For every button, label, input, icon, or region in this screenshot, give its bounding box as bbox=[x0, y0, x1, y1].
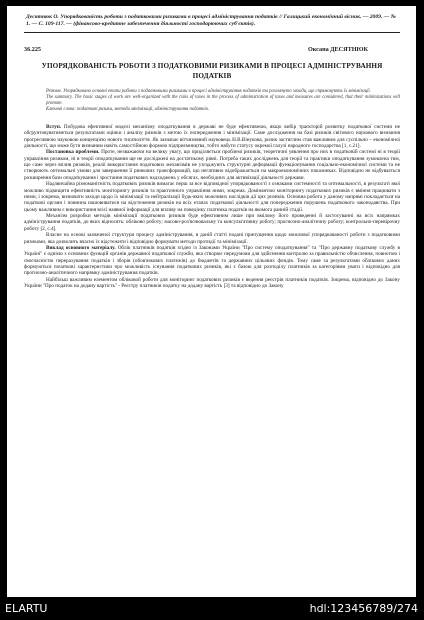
section-lead-main: Виклад основного матеріалу. bbox=[46, 244, 116, 251]
repository-name: ELARTU bbox=[5, 602, 48, 615]
meta-row bbox=[24, 46, 400, 53]
paragraph-3: Надзвичайна різноманітність податкових ризиків вимагає перш за все відповідної упорядкованості з ознаками системності та оптимальності, в результаті якої можливо підвищити ефективність моніторингу ризиків та практичного управління ними, зокрема. Домінантою моніторингу податкових ризиків є вміння працювати з ними, і зокрема, визначати заходи щодо їх мінімізації та нейтралізації будь-яких можливих наслідків дії цих ризиків. Основна робота у даному напрямі покладається на податкові органи і повинна нашовиватися на відстеження ризиків на всіх етапах податкової діяльності для попередження порушень податкового законодавства. При цьому важливим є використання всієї наявної інформації для впливу на поведінку платника податків на якомога ранній стадії. bbox=[24, 181, 400, 213]
section-lead-problem: Постановка проблеми. bbox=[46, 149, 100, 156]
abstract-en: The summary. The basic stages of work are well-organized with the risks of taxes in the process of administration of taxes and measures are considered, that their minimizations will promote. bbox=[46, 94, 400, 106]
paragraph-problem bbox=[24, 149, 400, 181]
abstract-uk: Резюме. Упорядковано основні етапи роботи з податковими ризиками в процесі адміністрування податків та розглянуто заходи, що спрямовують їх мінімізації. bbox=[46, 88, 371, 94]
citation-header: Десятнюк О. Упорядкованість роботи з податковими ризиками в процесі адміністрування податків // Галицький економічний вісник. — 2009. — № 1. — С. 109-117. — (фінансово-кредитне забезпечення діяльності господарюючих суб'єктів). bbox=[24, 12, 400, 33]
paragraph-text: Побудова ефективної моделі механізму оподаткування в державі не буде ефективною, якщо вибір траєкторій розвитку податкової системи не обгрунтовуватиметься результатами оцінки і аналізу ризиків з метою їх попередження і мінімізації. Саме дослідження на базі ризиків світового наукового визнання прогресивною науковою концепцією нового тисячоліття. Як зазначає вітчизняний науковець Н.В.Вінукова, ризик застиглим став важливим для суспільно – економічної діяльності, що може бути визнаним навіть самостійною формою підприємництва, тобто набути статусу окремої галузі народного господарства [1, с.21]. bbox=[24, 123, 400, 149]
document-page bbox=[7, 6, 416, 597]
paragraph-main bbox=[24, 245, 400, 277]
paragraph-7: Найбільш важливим елементом обліковой роботи для моніторинг податкових ризиків є ведення реєстрів платників податків. Зокрема, відповідно до Закону України "Про податок на додану вартість" - Реєстру платників податку на додану вартість [3] та відповідно до Закону bbox=[24, 276, 400, 290]
paragraph-5: Власне на основі зазначеної структури процесу адміністрування, в даній статті подані припущення щодо можливої упорядкованості роботи з податковими ризиками, яка дозволить вчасно їх відстежити і відповідно формувати методи протидії та мінімізації. bbox=[24, 232, 400, 245]
section-lead-intro: Вступ. bbox=[46, 123, 62, 130]
keywords: Ключові слова: податкові ризики, методи мінімізації, адміністрування податків. bbox=[46, 106, 209, 112]
handle-id[interactable]: hdl:123456789/274 bbox=[309, 602, 418, 615]
paragraph-4: Механізм розробки методів мінімізації податкових ризиків буде ефективним лише при вмілому його проведенні й застосуванні на всіх напрямках адміністрування податків, до яких відносять: обліково роботу; масово-роз'яснювальну та консультативну роботу; прогнозно-аналітичну роботу; контрольно-перевірочну роботу [2, с.4]. bbox=[24, 213, 400, 232]
author-name: Оксана ДЕСЯТНЮК bbox=[307, 46, 368, 54]
paragraph-intro bbox=[24, 124, 400, 150]
abstract bbox=[24, 89, 400, 113]
paragraph-text: Облік платників податків згідно із Законами України "Про систему оподаткування" та "Про державну податкову службу в Україні" є однією з основних функцій органів державної податкової служби, яка створює передумови для здійснення контролю за правильністю обчислення, повнотою і своєчасністю перерахування податків і зборів (обов'язкових платежів) до бюджетів та державних цільових фондів. Тому саме за результатами облікових даних формуються початкові характеристики про можливість існування податкових ризиків, які є базою для розподілу платників за категоріями уваги і відповідно для прогнозно-аналітичного напрямку адміністрування податків. bbox=[24, 244, 400, 277]
article-body bbox=[24, 124, 400, 290]
udc-code: 36.225 bbox=[24, 46, 42, 54]
repository-footer bbox=[0, 597, 424, 620]
article-title: УПОРЯДКОВАНІСТЬ РОБОТИ З ПОДАТКОВИМИ РИЗИКАМИ В ПРОЦЕСІ АДМІНІСТРУВАННЯ ПОДАТКІВ bbox=[41, 62, 383, 80]
paragraph-text: Проте, незважаючи на велику увагу, що приділяється проблемі ризиків, теоретичні уявлення про них в податковій системі ні в теорії управління ризиком, ні в теорії оподаткування ще не досліджені на достатньому рівні. Потреба таких досліджень для теорії та практики оподаткування зумовлена тим, що саме через вплив ризиків, реалії використання податкових механізмів не узгаджують структурні деформації функціонування соціально-економічної системи та не створюють оптимальні умови для завершення її ринкових трансформацій, що негативно відображається на макроекономічних показниках. Відповідно не відбувається розширення бази оподаткування і зростання податкових надходжень у обсягах, необхідних для активізації діяльності держави. bbox=[24, 149, 401, 181]
